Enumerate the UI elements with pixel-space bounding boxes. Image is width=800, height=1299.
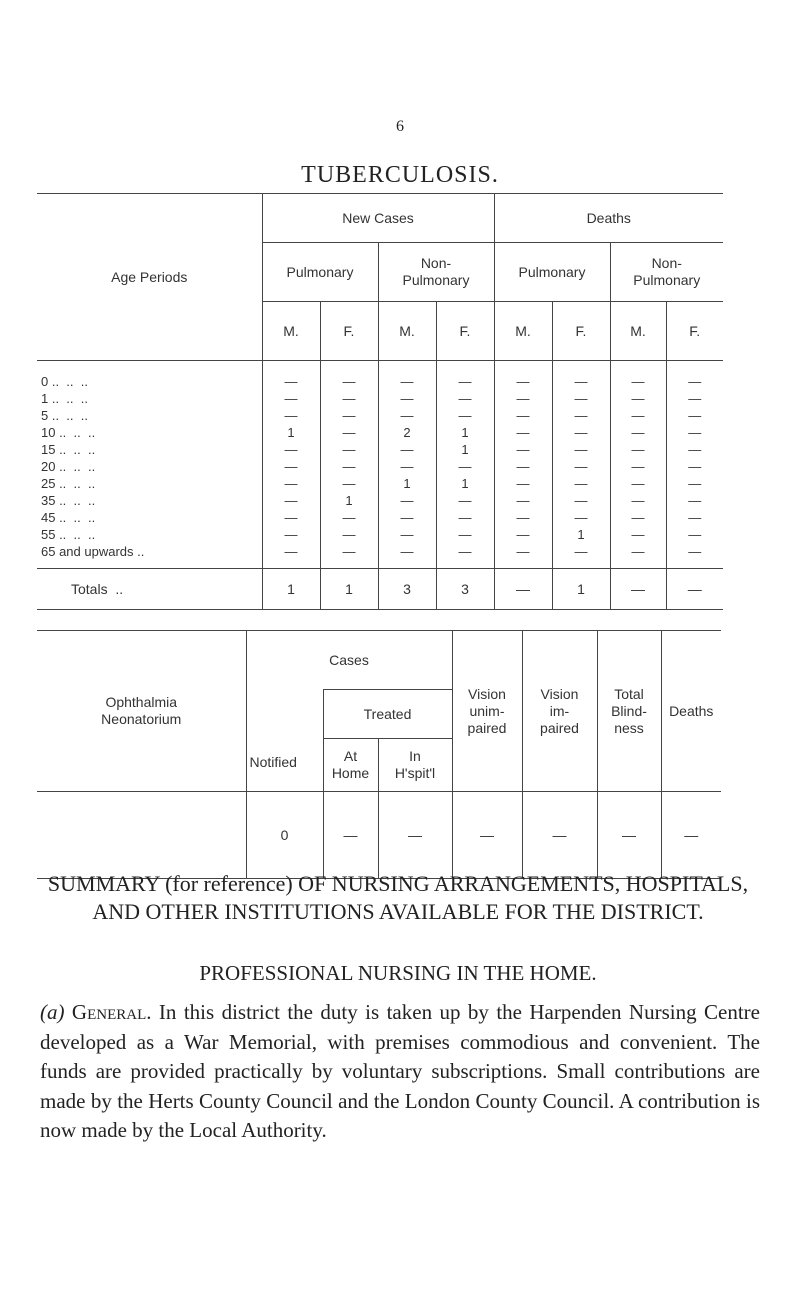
table-cell: — — [552, 441, 610, 458]
table-cell: — — [320, 458, 378, 475]
table-row — [37, 407, 723, 424]
age-period-label: 65 and upwards .. — [41, 544, 145, 559]
table-cell: — — [494, 492, 552, 509]
total-blindness-header: Total Blind- ness — [597, 631, 661, 792]
at-home-value: — — [323, 792, 378, 879]
deaths-pulmonary-header: Pulmonary — [494, 243, 610, 302]
vision-impaired-value: — — [522, 792, 597, 879]
age-period-label: 35 .. .. .. — [41, 493, 96, 508]
table-cell: — — [552, 390, 610, 407]
table-cell: — — [610, 361, 666, 391]
table-cell: — — [552, 458, 610, 475]
table-row — [37, 509, 723, 526]
cases-header: Cases — [246, 631, 452, 690]
totals-row — [37, 569, 723, 610]
table-cell: — — [378, 526, 436, 543]
age-period-label: 55 .. .. .. — [41, 527, 96, 542]
deaths-header: Deaths — [661, 631, 721, 792]
table-cell: — — [320, 407, 378, 424]
table-row — [37, 543, 723, 569]
table-cell: — — [666, 475, 723, 492]
table-cell: — — [494, 509, 552, 526]
table-cell: — — [666, 407, 723, 424]
table-cell: — — [666, 441, 723, 458]
table-cell: — — [436, 361, 494, 391]
vision-unimpaired-header: Vision unim- paired — [452, 631, 522, 792]
paragraph-text: In this district the duty is taken up by the Harpenden Nursing Centre developed as a War Memorial, with premises commodious and convenient. The funds are provided practically by voluntary subscriptions. Small contributions are made by the Herts County Council and the London County Council. A contribution is now made by the Local Authority. — [40, 1000, 760, 1142]
table-cell: — — [610, 475, 666, 492]
page-title: TUBERCULOSIS. — [301, 162, 499, 188]
table-cell: — — [552, 361, 610, 391]
ophthalmia-table — [37, 630, 721, 879]
paragraph-label: General. — [71, 1000, 152, 1024]
total-cell: — — [666, 569, 723, 610]
table-cell: — — [610, 441, 666, 458]
sex-header-m: M. — [378, 302, 436, 361]
new-non-pulmonary-header: Non- Pulmonary — [378, 243, 494, 302]
notified-value: 0 — [246, 792, 323, 879]
table-cell: — — [666, 543, 723, 569]
table-cell: — — [378, 361, 436, 391]
table-cell: — — [262, 475, 320, 492]
table-cell: — — [610, 509, 666, 526]
table-cell: — — [552, 492, 610, 509]
table-cell: — — [494, 458, 552, 475]
table-cell: — — [262, 361, 320, 391]
sex-header-f: F. — [552, 302, 610, 361]
table-cell: — — [666, 509, 723, 526]
table-cell: 2 — [378, 424, 436, 441]
total-cell: 1 — [320, 569, 378, 610]
section-subheading: PROFESSIONAL NURSING IN THE HOME. — [199, 961, 597, 985]
table-cell: — — [262, 492, 320, 509]
table-cell: — — [666, 526, 723, 543]
table-cell: — — [610, 543, 666, 569]
table-cell: — — [378, 407, 436, 424]
age-period-label: 20 .. .. .. — [41, 459, 96, 474]
table-cell: 1 — [262, 424, 320, 441]
new-cases-header: New Cases — [262, 194, 494, 243]
notified-header: Notified — [246, 690, 323, 792]
table-cell: — — [262, 458, 320, 475]
in-hospital-value: — — [378, 792, 452, 879]
total-cell: 1 — [552, 569, 610, 610]
table-cell: — — [320, 390, 378, 407]
table-cell: — — [262, 509, 320, 526]
table-row — [37, 441, 723, 458]
table-cell: — — [262, 441, 320, 458]
age-period-label: 5 .. .. .. — [41, 408, 88, 423]
table-row — [37, 492, 723, 509]
table-cell: — — [666, 361, 723, 391]
table-cell: — — [320, 424, 378, 441]
table-cell: — — [494, 441, 552, 458]
deaths-header: Deaths — [494, 194, 723, 243]
table-cell: 1 — [552, 526, 610, 543]
table-row — [37, 361, 723, 391]
table-cell: — — [436, 492, 494, 509]
deaths-non-pulmonary-header: Non- Pulmonary — [610, 243, 723, 302]
table-cell: — — [378, 509, 436, 526]
table-row — [37, 424, 723, 441]
table-cell: — — [436, 407, 494, 424]
table-cell: — — [262, 543, 320, 569]
table-cell: — — [262, 407, 320, 424]
total-cell: 3 — [378, 569, 436, 610]
table-cell: — — [552, 543, 610, 569]
age-period-label: 1 .. .. .. — [41, 391, 88, 406]
table-cell: — — [494, 475, 552, 492]
table-cell: — — [320, 475, 378, 492]
table-cell: — — [494, 424, 552, 441]
total-cell: 1 — [262, 569, 320, 610]
table-cell: 1 — [436, 475, 494, 492]
paragraph-marker: (a) — [40, 1000, 65, 1024]
table-cell: — — [378, 543, 436, 569]
tuberculosis-table — [37, 193, 723, 610]
page-number: 6 — [396, 118, 404, 135]
new-pulmonary-header: Pulmonary — [262, 243, 378, 302]
table-cell: — — [610, 458, 666, 475]
sex-header-m: M. — [494, 302, 552, 361]
sex-header-f: F. — [666, 302, 723, 361]
table-cell: — — [436, 390, 494, 407]
table-cell: 1 — [436, 424, 494, 441]
table-row — [37, 526, 723, 543]
sex-header-f: F. — [436, 302, 494, 361]
table-cell: — — [494, 390, 552, 407]
age-periods-header: Age Periods — [37, 194, 262, 361]
table-cell: — — [494, 407, 552, 424]
table-cell: — — [610, 390, 666, 407]
summary-heading: SUMMARY (for reference) OF NURSING ARRANGEMENTS, HOSPITALS, AND OTHER INSTITUTIONS AVAILABLE FOR THE DISTRICT. — [47, 871, 749, 924]
table-cell: — — [552, 424, 610, 441]
age-period-label: 0 .. .. .. — [41, 374, 88, 389]
table-cell: — — [610, 424, 666, 441]
age-period-label: 45 .. .. .. — [41, 510, 96, 525]
age-period-label: 10 .. .. .. — [41, 425, 96, 440]
general-paragraph — [40, 998, 760, 1146]
treated-header: Treated — [323, 690, 452, 739]
table-cell: — — [552, 407, 610, 424]
table-cell: — — [262, 390, 320, 407]
table-cell: — — [436, 526, 494, 543]
table-row — [37, 475, 723, 492]
total-cell: — — [610, 569, 666, 610]
table-cell: — — [666, 458, 723, 475]
table-cell: 1 — [320, 492, 378, 509]
table-cell: — — [320, 361, 378, 391]
total-blindness-value: — — [597, 792, 661, 879]
vision-impaired-header: Vision im- paired — [522, 631, 597, 792]
in-hospital-header: In H'spit'l — [378, 739, 452, 792]
table-cell: — — [610, 492, 666, 509]
table-cell: — — [378, 492, 436, 509]
table-row — [37, 458, 723, 475]
table-cell: — — [436, 458, 494, 475]
deaths-value: — — [661, 792, 721, 879]
sex-header-f: F. — [320, 302, 378, 361]
table-row — [37, 390, 723, 407]
table-cell: — — [320, 543, 378, 569]
table-cell: — — [262, 526, 320, 543]
table-cell: — — [666, 424, 723, 441]
total-cell: 3 — [436, 569, 494, 610]
table-cell: — — [494, 361, 552, 391]
table-cell: — — [378, 390, 436, 407]
sex-header-m: M. — [262, 302, 320, 361]
at-home-header: At Home — [323, 739, 378, 792]
total-cell: — — [494, 569, 552, 610]
table-cell: — — [494, 543, 552, 569]
table-cell: — — [552, 509, 610, 526]
table-cell: — — [666, 390, 723, 407]
table-cell: — — [436, 543, 494, 569]
table-cell: — — [378, 441, 436, 458]
age-period-label: 25 .. .. .. — [41, 476, 96, 491]
vision-unimpaired-value: — — [452, 792, 522, 879]
sex-header-m: M. — [610, 302, 666, 361]
table-cell: — — [610, 526, 666, 543]
table-cell: — — [494, 526, 552, 543]
table-cell: 1 — [436, 441, 494, 458]
ophthalmia-label: Ophthalmia Neonatorium — [37, 631, 246, 792]
table-cell: 1 — [378, 475, 436, 492]
table-cell: — — [436, 509, 494, 526]
table-cell: — — [610, 407, 666, 424]
totals-label: Totals .. — [37, 569, 262, 610]
table-cell: — — [320, 441, 378, 458]
table-cell: — — [552, 475, 610, 492]
table-cell: — — [320, 526, 378, 543]
table-cell: — — [666, 492, 723, 509]
table-cell: — — [320, 509, 378, 526]
table-cell: — — [378, 458, 436, 475]
age-period-label: 15 .. .. .. — [41, 442, 96, 457]
